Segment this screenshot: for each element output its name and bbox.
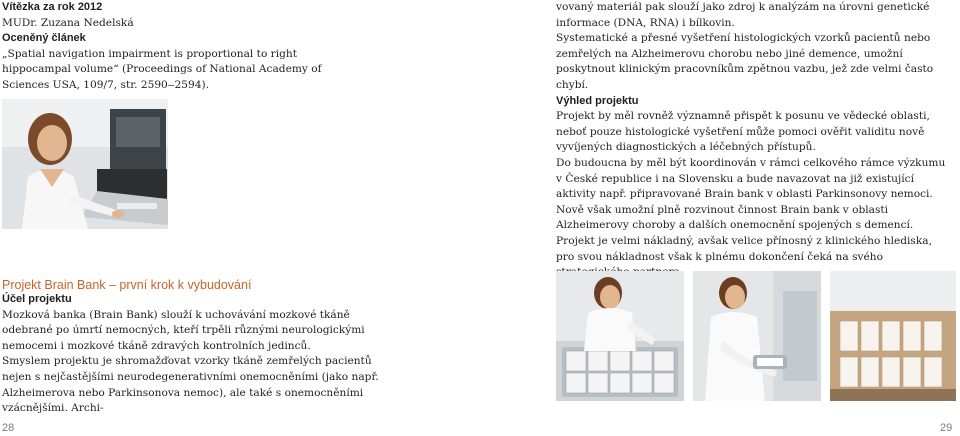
portrait-photo [2, 99, 168, 229]
cost-text: Projekt je velmi nákladný, avšak velice přínosný z klinického hlediska, pro svou nákladnost však k plnému dokončení čeká na svého [556, 234, 932, 263]
award-title: Vítězka za rok 2012 [2, 1, 103, 13]
future-text: Do budoucna by měl být koordinován v rámci celkového rámce výzkumu v České republice i na Slovensku a bude navazovat na již existující aktivity např. připravované Brain bank v oblasti Parkinsonovy nemoci. Nově však umožní plně rozvinout činnost Brain bank v oblasti Alzheimerovy choroby a dalších onemocnění spojených s demencí. [556, 156, 946, 232]
article-citation: „Spatial navigation impairment is proportional to right hippocampal volume“ (Proceedings of National Academy of Sciences USA, 109/7, str. 2590‒2594). [2, 47, 322, 91]
meaning-text: Smyslem projektu je shromažďovat vzorky tkáně zemřelých pacientů nejen s nejčastějšími neurodegenerativními onemocněními (jako např. Alzheimerova nebo Parkinsonova nemoc), ale také s onemocněními vzácnějšími. Archi- [2, 355, 379, 415]
outlook-text: Projekt by měl rovněž významně přispět k posunu ve vědecké oblasti, neboť pouze histologické vyšetření může pomoci ověřit validitu nově vyvíjených diagnostických a léčebných přístupů. [556, 110, 930, 154]
author-name: MUDr. Zuzana Nedelská [2, 16, 134, 29]
continuation-text: vovaný materiál pak slouží jako zdroj k analýzám na úrovni genetické informace (DNA, RNA) i bílkovin. [556, 1, 930, 29]
lab-photo-samples [693, 271, 821, 401]
right-column [556, 0, 952, 281]
section-title: Projekt Brain Bank ‒ první krok k vybudování [2, 278, 252, 292]
project-section [2, 277, 397, 417]
outlook-heading: Výhled projektu [556, 94, 639, 107]
systematic-text: Systematické a přesné vyšetření histologických vzorků pacientů nebo zemřelých na Alzheimerovu chorobu nebo jiné demence, umožní poskytnout klinickým pracovníkům zpětnou vazbu, jež zde velmi často chybí. [556, 32, 934, 91]
awarded-article-label: Oceněný článek [2, 32, 86, 45]
lab-photo-archive [830, 271, 956, 401]
purpose-heading: Účel projektu [2, 293, 72, 305]
page-number-left: 28 [2, 422, 15, 434]
page-number-right: 29 [940, 422, 953, 434]
lab-photo-freezer [556, 271, 684, 401]
purpose-text: Mozková banka (Brain Bank) slouží k uchovávání mozkové tkáně odebrané po úmrtí nemocných, kteří trpěli různými neurologickými nemocemi i mozkové tkáně zdravých kontrolních jedinců. [2, 308, 365, 352]
left-column [2, 0, 397, 94]
